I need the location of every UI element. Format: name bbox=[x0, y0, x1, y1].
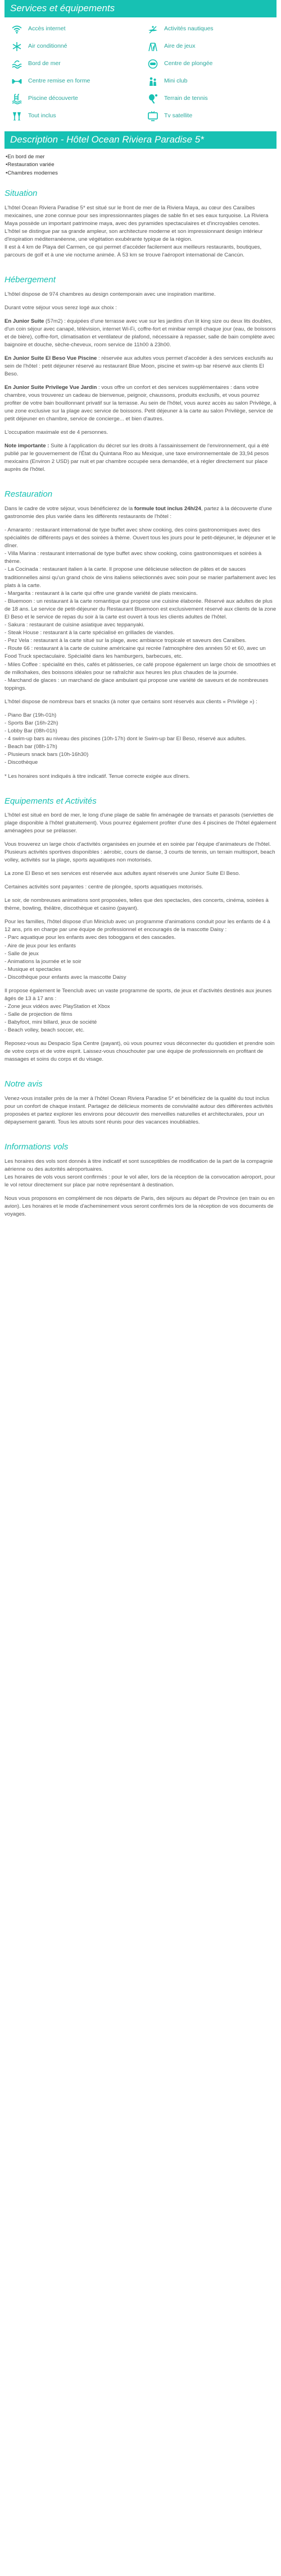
tax-note bbox=[4, 442, 277, 474]
room-el-beso bbox=[4, 355, 277, 378]
spa-paragraph: Reposez-vous au Despacio Spa Centre (payant), où vous pourrez vous déconnecter du quotidien et prendre soin de votre corps et de votre esprit. Laissez-vous chouchouter par une équipe de professionnels en profitant de massages et soins du corps et du visage. bbox=[4, 1041, 275, 1063]
situation-text: L'hôtel Ocean Riviera Paradise 5* est situé sur le front de mer de la Riviera Maya, au cœur des Caraïbes mexicaines, une zone connue pour ses impressionnantes plages de sable fin et ses eaux turquoise. La Riviera Maya possède un important patrimoine maya, avec des pyramides spectaculaires et d'incroyables cenotes. bbox=[4, 205, 269, 227]
pool-icon bbox=[10, 93, 24, 105]
sea-wave-icon bbox=[10, 58, 24, 70]
teens-item: - Salle de projection de films bbox=[4, 1011, 72, 1018]
teens-item: - Babyfoot, mini billard, jeux de société bbox=[4, 1019, 97, 1026]
kids-list bbox=[4, 934, 277, 982]
equipements-text: Plusieurs activités sportives disponibles : aérobic, cours de danse, 3 courts de tennis, un terrain multisport, beach volley, activités sur la plage, sports aquatiques non motorisés. bbox=[4, 849, 275, 864]
mini-club-icon bbox=[146, 75, 160, 88]
formula-bold: formule tout inclus 24h/24 bbox=[134, 505, 201, 512]
bar-item: - Plusieurs snack bars (10h-16h30) bbox=[4, 751, 89, 758]
bullet-item: • Restauration variée bbox=[6, 161, 275, 169]
room-name: En Junior Suite Privilege Vue Jardin bbox=[4, 384, 97, 391]
hebergement-title: Hébergement bbox=[4, 275, 56, 285]
snowflake-icon bbox=[10, 40, 24, 53]
service-item-aire-de-jeux bbox=[146, 40, 271, 53]
service-item-plongee bbox=[146, 58, 271, 70]
service-item-piscine bbox=[10, 93, 135, 105]
service-label: Centre remise en forme bbox=[28, 77, 90, 85]
kids-item: - Parc aquatique pour les enfants avec des toboggans et des cascades. bbox=[4, 934, 176, 941]
services-grid bbox=[4, 21, 277, 129]
bar-item: - 4 swim-up bars au niveau des piscines (10h-17h) dont le Swim-up bar El Beso, réservé aux adultes. bbox=[4, 736, 247, 742]
bullet-item: • Chambres modernes bbox=[6, 169, 275, 177]
bullet-item: • En bord de mer bbox=[6, 153, 275, 161]
equipements-paragraph: L'hôtel est situé en bord de mer, le long d'une plage de sable fin aménagée de transats et parasols (serviettes de plage disponible à l'hôtel gratuitement). Vous pourrez également profiter d'une des 4 piscines de l'hôtel également aménagées pour se prélasser. bbox=[4, 812, 277, 835]
situation-text: Il est à 4 km de Playa del Carmen, ce qui permet d'accéder facilement aux meilleurs restaurants, boutiques, parcours de golf et à une vie nocturne animée. À 53 km se trouve l'aéroport international de Cancún. bbox=[4, 244, 262, 259]
avis-paragraph: Venez-vous installer près de la mer à l'hôtel Ocean Riviera Paradise 5* et bénéficiez de la qualité du tout inclus pour un confort de chaque instant. Partagez de délicieux moments de convivialité autour des différentes activités proposées et partez explorer les environs pour découvrir des merveilles naturelles et architecturales, pour un dépaysement garanti. Tous les atouts sont réunis pour des vacances inoubliables. bbox=[4, 1096, 273, 1126]
note-label: Note importante : bbox=[4, 443, 49, 450]
restaurant-item: - Route 66 : restaurant à la carte de cuisine américaine qui recrée l'atmosphère des années 50 et 60, avec un Food Truck spectaculaire. Spécialité dans les hamburgers, barbecues, etc. bbox=[4, 645, 266, 660]
service-label: Centre de plongée bbox=[164, 60, 213, 67]
kids-item: - Musique et spectacles bbox=[4, 966, 61, 973]
description-header: Description - Hôtel Ocean Riviera Paradise 5* bbox=[4, 131, 277, 149]
equipements-paragraph: Le soir, de nombreuses animations sont proposées, telles que des spectacles, des concerts, cinéma, soirées à thème, bowling, théâtre, discothèque et casino (payant). bbox=[4, 897, 269, 912]
service-item-tout-inclus bbox=[10, 110, 135, 122]
page bbox=[0, 0, 281, 1233]
service-label: Aire de jeux bbox=[164, 43, 196, 50]
occupation-note: L'occupation maximale est de 4 personnes. bbox=[4, 429, 108, 436]
equipements-paragraph: Certaines activités sont payantes : centre de plongée, sports aquatiques motorisés. bbox=[4, 884, 203, 891]
room-description: : réservée aux adultes vous permet d'accéder à des services exclusifs au sein de l'hôtel : petit déjeuner réservé au restaurant Blue Moon, piscine et swim-up bar réservé aux clients El Beso. bbox=[4, 355, 273, 378]
service-item-tennis bbox=[146, 93, 271, 105]
service-item-air-conditionne bbox=[10, 40, 135, 53]
room-name: En Junior Suite bbox=[4, 318, 44, 325]
infos-paragraph bbox=[4, 1158, 277, 1189]
services-header: Services et équipements bbox=[4, 0, 277, 17]
restaurant-item: - Villa Marina : restaurant international de type buffet avec show cooking, coins gastronomiques et soirées à thème. bbox=[4, 551, 262, 565]
room-description: : vous offre un confort et des services supplémentaires : dans votre chambre, vous trouverez un cadeau de bienvenue, peignoir, chaussons, produits exclusifs, et vous pourrez profiter de votre bain bouillonnant privatif sur la terrasse. Au sein de l'hôtel, vous aurez accès au salon Privilège, à une zone exclusive sur la plage avec service de boissons. Petit déjeuner à la carte au salon Privilège, service de petit déjeuner en chambre, service de concierge... et bien d'autres. bbox=[4, 384, 277, 423]
intro-text: Dans le cadre de votre séjour, vous bénéficierez de la bbox=[4, 505, 134, 512]
diving-icon bbox=[146, 58, 160, 70]
teenclub-intro: Il propose également le Teenclub avec un vaste programme de sports, de jeux et d'activités destinés aux jeunes âgés de 13 à 17 ans : bbox=[4, 988, 272, 1002]
restaurant-item: - Marchand de glaces : un marchand de glace ambulant qui propose une variété de saveurs et de nombreuses toppings. bbox=[4, 677, 269, 691]
restaurant-item: - Sakura : restaurant de cuisine asiatique avec teppanyaki. bbox=[4, 622, 145, 629]
service-label: Bord de mer bbox=[28, 60, 61, 67]
situation-title: Situation bbox=[4, 189, 38, 199]
tennis-icon bbox=[146, 93, 160, 105]
bars-intro: L'hôtel dispose de nombreux bars et snacks (à noter que certains sont réservés aux clients « Privilège ») : bbox=[4, 698, 257, 705]
bar-item: - Discothèque bbox=[4, 759, 38, 766]
dumbbell-icon bbox=[10, 75, 24, 88]
service-label: Piscine découverte bbox=[28, 95, 78, 102]
service-item-mini-club bbox=[146, 75, 271, 88]
infos-paragraph: Nous vous proposons en complément de nos départs de Paris, des séjours au départ de Province (en train ou en avion). Les horaires et le mode d'acheminement vous seront confirmés lors de la réception de vos documents de voyages. bbox=[4, 1195, 275, 1218]
infos-text: Les horaires des vols sont donnés à titre indicatif et sont susceptibles de modification de la part de la compagnie aérienne ou des autorités aéroportuaires. bbox=[4, 1158, 273, 1173]
service-item-nautique bbox=[146, 23, 271, 35]
room-name: En Junior Suite El Beso Vue Piscine bbox=[4, 355, 97, 362]
restaurant-item: - La Cocinada : restaurant italien à la carte. Il propose une délicieuse sélection de pâtes et de sauces traditionnelles ainsi qu'un grand choix de vins italiens sélectionnés avec soin pour se marier parfaitement avec les plats à la carte. bbox=[4, 566, 276, 589]
bar-item: - Beach bar (08h-17h) bbox=[4, 744, 57, 750]
service-label: Tout inclus bbox=[28, 112, 56, 120]
equipements-paragraph bbox=[4, 841, 277, 864]
service-label: Mini club bbox=[164, 77, 188, 85]
hebergement-intro: L'hôtel dispose de 974 chambres au design contemporain avec une inspiration maritime. bbox=[4, 291, 216, 298]
situation-paragraph bbox=[4, 204, 277, 259]
equipements-paragraph: La zone El Beso et ses services est réservée aux adultes ayant réservés une Junior Suite El Beso. bbox=[4, 870, 241, 877]
kids-item: - Animations la journée et le soir bbox=[4, 958, 81, 965]
restaurant-item: - Margarita : restaurant à la carte qui offre une grande variété de plats mexicains. bbox=[4, 590, 198, 597]
service-label: Terrain de tennis bbox=[164, 95, 208, 102]
intro-text: , partez à la découverte d'une gastronomie des plus variée dans les différents restaurants de l'hôtel : bbox=[4, 505, 272, 520]
bar-list bbox=[4, 712, 277, 767]
equipements-title: Equipements et Activités bbox=[4, 796, 97, 806]
miniclub-intro: Pour les familles, l'hôtel dispose d'un Miniclub avec un programme d'animations conduit pour les enfants de 4 à 12 ans, pris en charge par une équipe de professionnel et encouragés de la mascotte Daisy : bbox=[4, 919, 270, 933]
tv-icon bbox=[146, 110, 160, 122]
all-inclusive-icon bbox=[10, 110, 24, 122]
kids-item: - Salle de jeux bbox=[4, 950, 39, 957]
service-item-tv bbox=[146, 110, 271, 122]
restaurant-item: - Bluemoon : un restaurant à la carte romantique qui propose une cuisine élaborée. Réservé aux adultes de plus de 18 ans. Le service de petit-déjeuner du Restaurant Bluemoon est exclusivement réservé aux clients de la zone El Beso et le service de repas du soir à la carte est ouvert à tous les clients adultes de l'hôtel. bbox=[4, 598, 277, 620]
hebergement-choice: Durant votre séjour vous serez logé aux choix : bbox=[4, 305, 117, 311]
restaurant-list bbox=[4, 526, 277, 693]
kids-item: - Aire de jeux pour les enfants bbox=[4, 942, 76, 949]
service-label: Tv satellite bbox=[164, 112, 193, 120]
room-junior-suite bbox=[4, 318, 277, 349]
room-description: (57m2) : équipées d'une terrasse avec vue sur les jardins d'un lit king size ou deux lits doubles, d'un coin séjour avec canapé, télévision, internet Wi-Fi, coffre-fort et minibar rempli chaque jour (eau, de boissons et de bière), coffre-fort, climatisation et ventilateur de plafond, nécessaire à repasser, salle de bain complète avec baignoire et douche, sèche-cheveux, room service de 11h00 à 23h00. bbox=[4, 318, 276, 349]
service-label: Accès internet bbox=[28, 25, 66, 33]
restaurant-item: - Pez Vela : restaurant à la carte situé sur la plage, avec ambiance tropicale et saveurs des Caraïbes. bbox=[4, 638, 247, 644]
infos-title: Informations vols bbox=[4, 1142, 69, 1152]
note-text: Suite à l'application du décret sur les droits à l'assainissement de l'environnement, qui a été publié par le gouvernement de l'État du Quintana Roo au Mexique, une taxe environnementale de 33,94 pesos mexicains (Environ 2 USD) par nuit et par chambre occupée sera demandée, et à régler directement sur place auprès de l'hôtel. bbox=[4, 443, 269, 473]
wifi-icon bbox=[10, 23, 24, 35]
teens-item: - Beach volley, beach soccer, etc. bbox=[4, 1027, 85, 1034]
equipements-text: Vous trouverez un large choix d'activités organisées en journée et en soirée par l'équipe d'animateurs de l'hôtel. bbox=[4, 841, 271, 848]
service-label: Air conditionné bbox=[28, 43, 67, 50]
teens-list bbox=[4, 1003, 277, 1034]
bar-item: - Piano Bar (19h-01h) bbox=[4, 712, 57, 718]
service-label: Activités nautiques bbox=[164, 25, 214, 33]
restaurant-item: - Amaranto : restaurant international de type buffet avec show cooking, des coins gastronomiques avec des spécialités de différents pays et des soirées à thème. Ouvert tous les jours pour le petit-déjeuner, le déjeuner et le dîner. bbox=[4, 526, 276, 549]
infos-text: Les horaires de vols vous seront confirmés : pour le vol aller, lors de la réception de la convocation aéroport, pour le vol retour directement sur place par notre représentant à destination. bbox=[4, 1174, 275, 1189]
avis-title: Notre avis bbox=[4, 1079, 43, 1089]
bar-item: - Sports Bar (16h-22h) bbox=[4, 720, 58, 726]
kids-item: - Discothèque pour enfants avec la mascotte Daisy bbox=[4, 974, 126, 980]
room-privilege bbox=[4, 384, 277, 423]
restaurant-item: - Miles Coffee : spécialité en thés, cafés et pâtisseries, ce café propose également un large choix de smoothies et de milkshakes, des boissons idéales pour se rafraîchir aux heures les plus chaudes de la journée. bbox=[4, 661, 276, 676]
teens-item: - Zone jeux vidéos avec PlayStation et Xbox bbox=[4, 1003, 110, 1010]
situation-text: L'hôtel se distingue par sa grande ampleur, son architecture moderne et son impressionnant design intérieur d'inspiration méditerranéenne, une végétation exubérante typique de la région. bbox=[4, 228, 263, 243]
service-item-bord-de-mer bbox=[10, 58, 135, 70]
hours-note: * Les horaires sont indiqués à titre indicatif. Tenue correcte exigée aux dîners. bbox=[4, 773, 190, 780]
playground-icon bbox=[146, 40, 160, 53]
description-bullets bbox=[4, 152, 277, 182]
service-item-internet bbox=[10, 23, 135, 35]
restaurant-item: - Steak House : restaurant à la carte spécialisé en grillades de viandes. bbox=[4, 630, 175, 636]
restauration-intro bbox=[4, 505, 277, 521]
kayak-icon bbox=[146, 23, 160, 35]
restauration-title: Restauration bbox=[4, 489, 53, 499]
service-item-remise-en-forme bbox=[10, 75, 135, 88]
bar-item: - Lobby Bar (08h-01h) bbox=[4, 728, 57, 735]
